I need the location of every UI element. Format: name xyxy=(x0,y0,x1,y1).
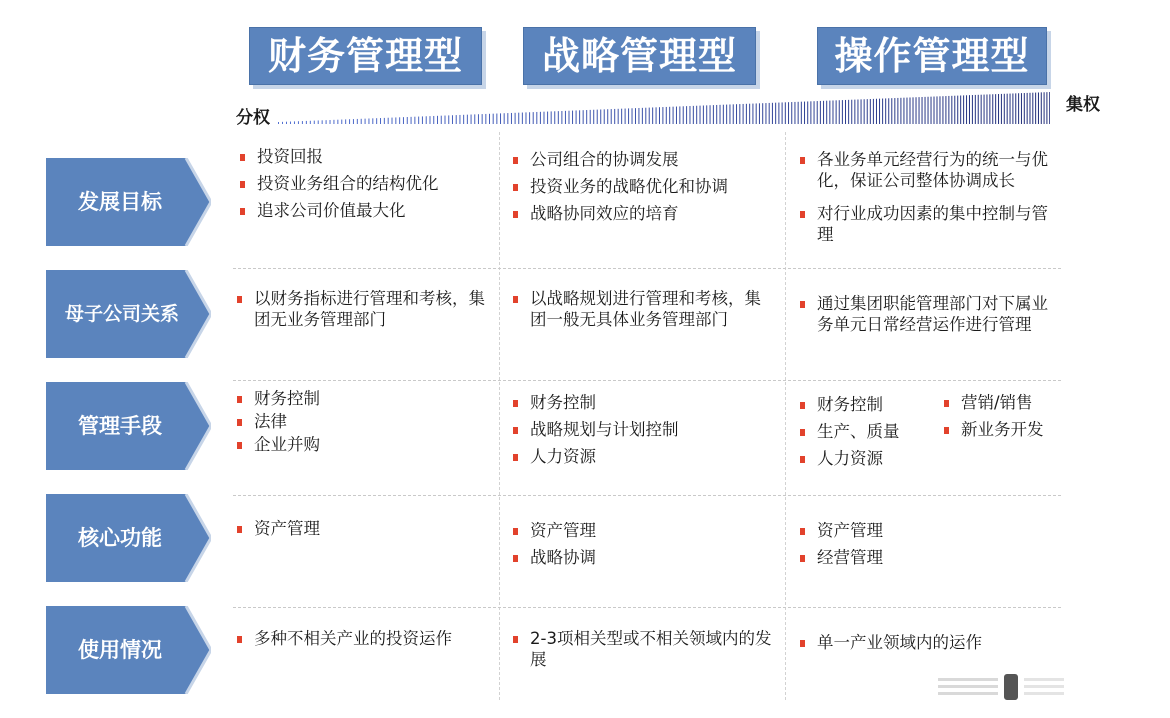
cell-core-function-financial xyxy=(234,518,496,545)
list-item: 战略规划与计划控制 xyxy=(510,419,780,440)
cell-parent-subsidiary-financial xyxy=(234,288,500,336)
scale-label-decentralized: 分权 xyxy=(236,108,270,128)
list-item: 生产、质量 xyxy=(797,421,937,442)
list-item: 资产管理 xyxy=(797,520,1055,541)
list-item: 营销/销售 xyxy=(941,392,1066,413)
row-label: 核心功能 xyxy=(78,526,162,550)
list-item: 经营管理 xyxy=(797,547,1055,568)
list-item: 多种不相关产业的投资运作 xyxy=(234,628,496,649)
row-label: 母子公司关系 xyxy=(64,303,179,325)
list-item: 法律 xyxy=(234,411,496,432)
list-item: 投资业务组合的结构优化 xyxy=(237,173,499,194)
row-arrow-usage xyxy=(46,606,211,694)
list-item: 战略协调 xyxy=(510,547,780,568)
list-item: 各业务单元经营行为的统一与优化，保证公司整体协调成长 xyxy=(797,149,1055,191)
list-item: 资产管理 xyxy=(234,518,496,539)
cell-development-goal-operational xyxy=(797,149,1055,247)
row-divider xyxy=(233,495,1061,496)
row-label: 发展目标 xyxy=(78,190,162,214)
list-item: 资产管理 xyxy=(510,520,780,541)
cell-usage-operational xyxy=(797,632,1055,659)
row-label: 管理手段 xyxy=(78,414,162,438)
list-item: 财务控制 xyxy=(797,394,937,415)
list-item: 以战略规划进行管理和考核，集团一般无具体业务管理部门 xyxy=(510,288,776,330)
list-item: 2-3项相关型或不相关领域内的发展 xyxy=(510,628,776,670)
column-header-strategic: 战略管理型 xyxy=(523,27,756,85)
row-divider xyxy=(233,268,1061,269)
cell-management-means-operational-extra xyxy=(941,392,1066,446)
watermark-icon xyxy=(938,672,1064,702)
list-item: 人力资源 xyxy=(797,448,937,469)
row-divider xyxy=(233,380,1061,381)
cell-parent-subsidiary-operational xyxy=(797,293,1055,341)
row-divider xyxy=(233,607,1061,608)
scale-label-centralized: 集权 xyxy=(1066,95,1100,115)
column-header-operational: 操作管理型 xyxy=(817,27,1047,85)
column-divider xyxy=(499,132,500,700)
list-item: 企业并购 xyxy=(234,434,496,455)
column-divider xyxy=(785,132,786,700)
list-item: 单一产业领域内的运作 xyxy=(797,632,1055,653)
list-item: 以财务指标进行管理和考核，集团无业务管理部门 xyxy=(234,288,500,330)
list-item: 通过集团职能管理部门对下属业务单元日常经营运作进行管理 xyxy=(797,293,1055,335)
list-item: 投资业务的战略优化和协调 xyxy=(510,176,780,197)
cell-usage-strategic xyxy=(510,628,776,676)
list-item: 财务控制 xyxy=(234,388,496,409)
cell-core-function-strategic xyxy=(510,520,780,574)
cell-management-means-financial xyxy=(234,388,496,457)
list-item: 人力资源 xyxy=(510,446,780,467)
row-arrow-development-goal xyxy=(46,158,211,246)
cell-development-goal-strategic xyxy=(510,149,780,230)
list-item: 公司组合的协调发展 xyxy=(510,149,780,170)
cell-usage-financial xyxy=(234,628,496,655)
list-item: 投资回报 xyxy=(237,146,499,167)
cell-core-function-operational xyxy=(797,520,1055,574)
list-item: 追求公司价值最大化 xyxy=(237,200,499,221)
centralization-gradient-bar xyxy=(278,91,1050,125)
list-item: 新业务开发 xyxy=(941,419,1066,440)
row-label: 使用情况 xyxy=(78,638,162,662)
cell-development-goal-financial xyxy=(237,146,499,227)
list-item: 战略协同效应的培育 xyxy=(510,203,780,224)
cell-management-means-strategic xyxy=(510,392,780,473)
list-item: 对行业成功因素的集中控制与管理 xyxy=(797,203,1055,245)
row-arrow-parent-subsidiary xyxy=(46,270,211,358)
column-header-financial: 财务管理型 xyxy=(249,27,482,85)
cell-management-means-operational xyxy=(797,394,937,475)
list-item: 财务控制 xyxy=(510,392,780,413)
row-arrow-management-means xyxy=(46,382,211,470)
row-arrow-core-function xyxy=(46,494,211,582)
cell-parent-subsidiary-strategic xyxy=(510,288,776,336)
